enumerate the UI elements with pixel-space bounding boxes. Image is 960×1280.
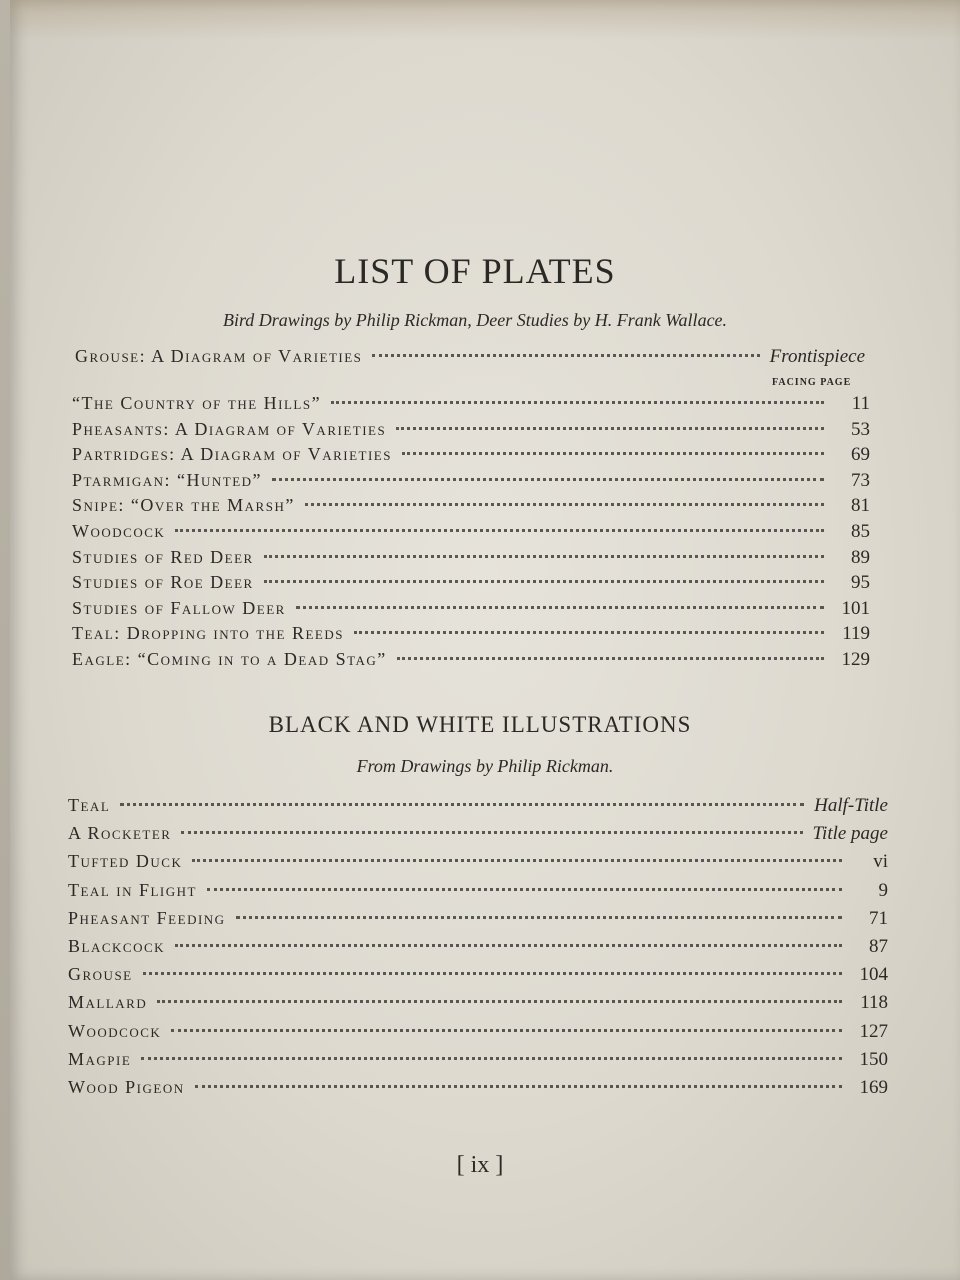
facing-page-label: FACING PAGE [772,377,852,388]
item-label: A Rocketer [68,823,172,844]
dot-leader [141,1056,842,1060]
item-page: 95 [851,572,870,594]
item-page: 119 [842,623,870,645]
item-page: 85 [851,521,870,542]
dot-leader [402,451,824,455]
item-page: 73 [851,469,870,491]
list-item [68,1049,888,1075]
item-page: 53 [851,418,870,440]
list-item [72,572,870,598]
item-label: “The Country of the Hills” [72,393,322,413]
list-item [72,598,870,624]
item-page: 169 [859,1077,888,1098]
dot-leader [181,830,802,834]
item-page: 89 [851,546,870,568]
item-page: 9 [878,879,888,901]
dot-leader [195,1084,842,1088]
dot-leader [120,802,804,806]
dot-leader [143,971,842,975]
plate-label: Grouse: A Diagram of Varieties [75,346,363,366]
item-label: Partridges: A Diagram of Varieties [72,444,392,465]
item-page: 87 [869,936,888,957]
item-label: Woodcock [68,1020,162,1041]
dot-leader [372,353,759,357]
item-label: Studies of Roe Deer [72,572,254,593]
list-item [72,470,870,496]
list-item [68,880,888,906]
item-label: Ptarmigan: “Hunted” [72,469,263,490]
dot-leader [397,656,824,660]
dot-leader [354,630,824,634]
illustrations-title: BLACK AND WHITE ILLUSTRATIONS [268,712,692,737]
list-item [72,649,870,675]
item-page: 11 [851,393,870,414]
plate-page: Frontispiece [769,346,865,367]
item-page: 118 [860,992,888,1014]
item-label: Tufted Duck [68,851,183,872]
dot-leader [396,426,824,430]
dot-leader [175,528,824,532]
list-item [68,1077,888,1103]
item-label: Pheasants: A Diagram of Varieties [72,418,387,439]
item-label: Pheasant Feeding [68,907,226,928]
dot-leader [171,1028,842,1032]
item-page: 127 [859,1020,888,1042]
list-item [68,908,888,934]
page-stain [10,0,960,40]
item-page: 69 [851,444,870,466]
plates-frontispiece-row [75,346,865,372]
item-label: Woodcock [72,521,166,541]
item-label: Wood Pigeon [68,1077,185,1097]
item-label: Mallard [68,992,148,1013]
list-item [68,823,888,849]
list-item [72,623,870,649]
list-item [68,964,888,990]
dot-leader [305,502,824,506]
list-item [72,521,870,547]
item-page: 101 [841,597,870,619]
list-item [72,393,870,419]
item-label: Snipe: “Over the Marsh” [72,495,295,516]
item-label: Grouse [68,964,133,985]
item-page: 81 [851,495,870,517]
item-label: Teal in Flight [68,879,197,900]
dot-leader [331,400,824,404]
list-item [68,1021,888,1047]
item-page: Title page [812,823,888,845]
plates-subtitle: Bird Drawings by Philip Rickman, Deer Studies by H. Frank Wallace. [222,310,728,330]
item-page: 104 [859,964,888,986]
page-title: LIST OF PLATES [334,251,616,291]
item-label: Eagle: “Coming in to a Dead Stag” [72,649,387,669]
list-item [72,419,870,445]
dot-leader [264,554,824,558]
item-page: vi [873,851,888,873]
dot-leader [272,477,824,481]
item-label: Studies of Red Deer [72,546,254,567]
item-label: Teal: Dropping into the Reeds [72,623,344,644]
list-item [72,547,870,573]
list-item [72,444,870,470]
list-item [68,851,888,877]
item-label: Magpie [68,1048,132,1069]
list-item [68,992,888,1018]
page-folio: [ ix ] [456,1152,504,1178]
item-page: Half-Title [814,795,888,816]
dot-leader [296,605,824,609]
illustrations-subtitle: From Drawings by Philip Rickman. [356,756,614,776]
item-page: 129 [841,649,870,670]
list-item [72,495,870,521]
dot-leader [157,999,842,1003]
item-label: Blackcock [68,936,166,956]
item-page: 71 [869,907,888,929]
dot-leader [192,858,842,862]
item-label: Teal [68,795,111,815]
dot-leader [207,887,842,891]
list-item [68,795,888,821]
dot-leader [175,943,842,947]
dot-leader [264,579,824,583]
item-page: 150 [859,1048,888,1070]
dot-leader [236,915,842,919]
list-item [68,936,888,962]
item-label: Studies of Fallow Deer [72,597,286,618]
